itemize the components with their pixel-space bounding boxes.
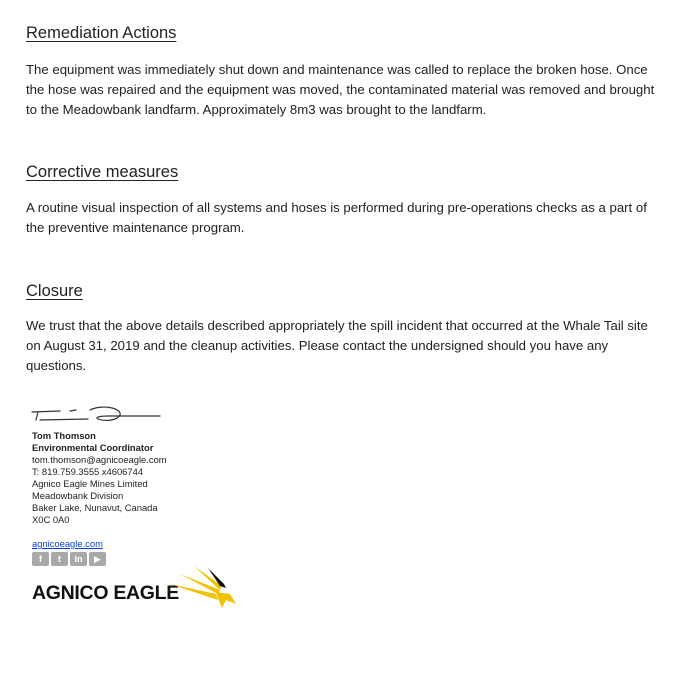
facebook-icon[interactable]: f — [32, 552, 49, 566]
signer-phone: T: 819.759.3555 x4606744 — [32, 466, 144, 477]
website-link[interactable]: agnicoeagle.com — [32, 538, 103, 549]
remediation-text: The equipment was immediately shut down and maintenance was called to replace the broken hose. Once the hose was repaired and the equipment was moved, the contaminated material was removed and brought to the Meadowbank landfarm. Approximately 8m3 was brought to the landfarm. — [26, 62, 655, 117]
youtube-icon[interactable]: ▶ — [89, 552, 106, 566]
closure-text: We trust that the above details described appropriately the spill incident that occurred at the Whale Tail site on August 31, 2019 and the cleanup activities. Please contact the undersigned should you have any questions. — [26, 318, 648, 373]
signer-postal: X0C 0A0 — [32, 514, 70, 525]
signer-email[interactable]: tom.thomson@agnicoeagle.com — [32, 454, 167, 465]
corrective-text: A routine visual inspection of all systems and hoses is performed during pre-operations checks as a part of the preventive maintenance program. — [26, 200, 647, 235]
signer-name: Tom Thomson — [32, 430, 96, 441]
signer-company: Agnico Eagle Mines Limited — [32, 478, 148, 489]
corrective-heading: Corrective measures — [26, 163, 179, 181]
signer-division: Meadowbank Division — [32, 490, 124, 501]
twitter-icon[interactable]: t — [51, 552, 68, 566]
linkedin-icon[interactable]: in — [70, 552, 87, 566]
signature-block — [32, 430, 167, 526]
social-icons — [32, 552, 106, 566]
signer-location: Baker Lake, Nunavut, Canada — [32, 502, 158, 513]
handwritten-signature — [30, 402, 165, 428]
eagle-logo-icon — [168, 564, 240, 612]
agnico-eagle-logo-text: AGNICO EAGLE — [32, 582, 179, 604]
signer-title: Environmental Coordinator — [32, 442, 154, 453]
remediation-heading: Remediation Actions — [26, 24, 177, 42]
closure-heading: Closure — [26, 282, 83, 300]
